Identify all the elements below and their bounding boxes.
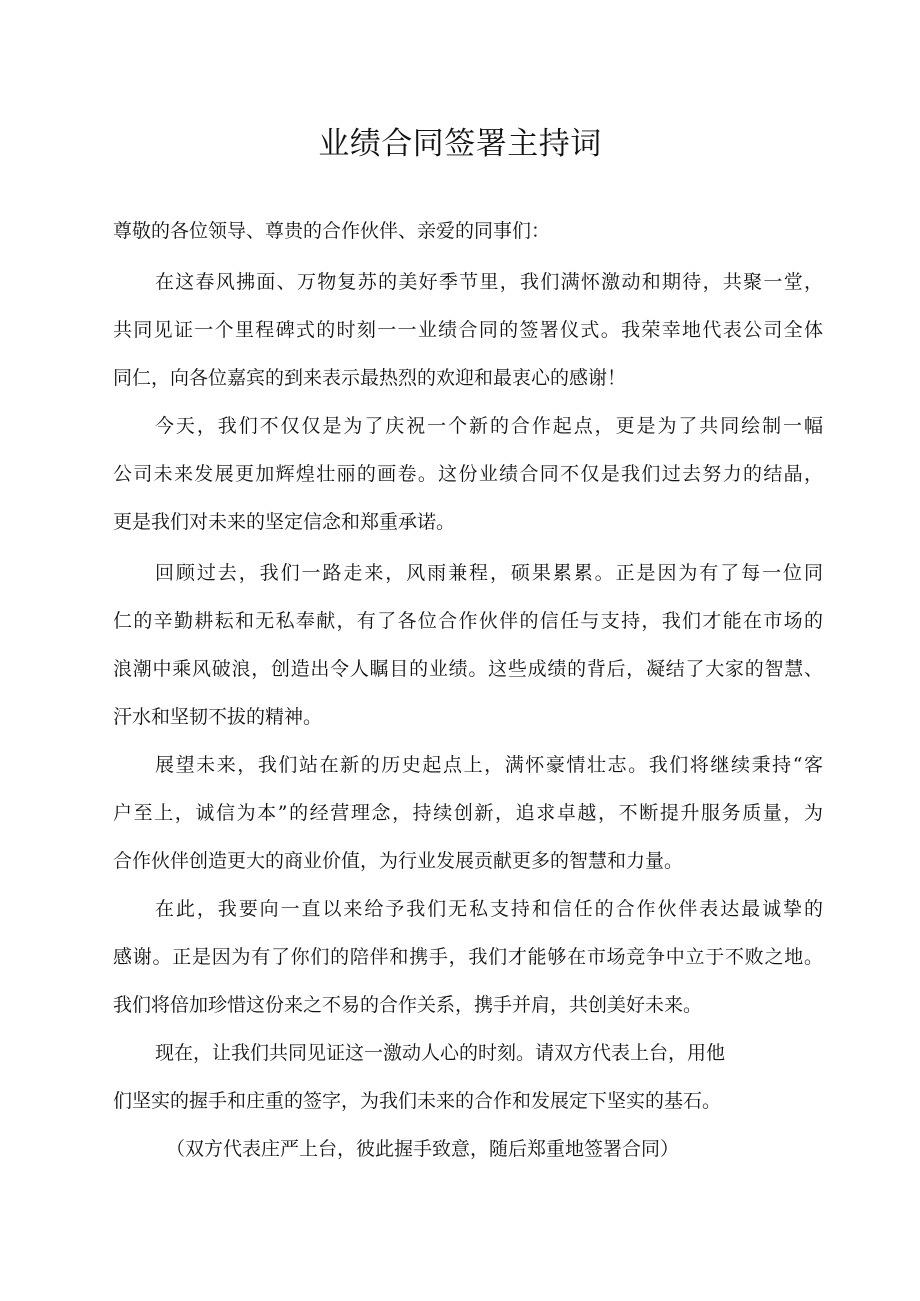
- salutation-line: 尊敬的各位领导、尊贵的合作伙伴、亲爱的同事们：: [113, 220, 551, 242]
- document-title: 业绩合同签署主持词: [318, 126, 602, 162]
- paragraph-1-line-2: 共同见证一个里程碑式的时刻一一业绩合同的签署仪式。我荣幸地代表公司全体: [113, 319, 823, 341]
- paragraph-4-line-3: 合作伙伴创造更大的商业价值，为行业发展贡献更多的智慧和力量。: [113, 850, 684, 872]
- paragraph-3-line-3: 浪潮中乘风破浪，创造出令人瞩目的业绩。这些成绩的背后，凝结了大家的智慧、: [113, 658, 823, 680]
- paragraph-4-line-1: 展望未来，我们站在新的历史起点上，满怀豪情壮志。我们将继续秉持“客: [155, 754, 823, 776]
- paragraph-2-line-1: 今天，我们不仅仅是为了庆祝一个新的合作起点，更是为了共同绘制一幅: [155, 415, 823, 437]
- paragraph-5-line-3: 我们将倍加珍惜这份来之不易的合作关系，携手并肩，共创美好未来。: [113, 994, 703, 1016]
- paragraph-3-line-1: 回顾过去，我们一路走来，风雨兼程，硕果累累。正是因为有了每一位同: [155, 562, 823, 584]
- paragraph-4-line-2: 户至上，诚信为本”的经营理念，持续创新，追求卓越，不断提升服务质量，为: [113, 802, 823, 824]
- paragraph-1-line-1: 在这春风拂面、万物复苏的美好季节里，我们满怀激动和期待，共聚一堂，: [155, 271, 823, 293]
- stage-direction: （双方代表庄严上台，彼此握手致意，随后郑重地签署合同）: [166, 1138, 680, 1160]
- paragraph-6-line-1: 现在，让我们共同见证这一激动人心的时刻。请双方代表上台，用他: [155, 1042, 726, 1064]
- paragraph-2-line-2: 公司未来发展更加辉煌壮丽的画卷。这份业绩合同不仅是我们过去努力的结晶，: [113, 463, 823, 485]
- paragraph-3-line-4: 汗水和坚韧不拔的精神。: [113, 706, 323, 728]
- paragraph-2-line-3: 更是我们对未来的坚定信念和郑重承诺。: [113, 511, 456, 533]
- paragraph-5-line-2: 感谢。正是因为有了你们的陪伴和携手，我们才能够在市场竞争中立于不败之地。: [113, 946, 823, 968]
- paragraph-5-line-1: 在此，我要向一直以来给予我们无私支持和信任的合作伙伴表达最诚挚的: [155, 898, 823, 920]
- paragraph-3-line-2: 仁的辛勤耕耘和无私奉献，有了各位合作伙伴的信任与支持，我们才能在市场的: [113, 610, 823, 632]
- paragraph-1-line-3: 同仁，向各位嘉宾的到来表示最热烈的欢迎和最衷心的感谢！: [113, 367, 627, 389]
- paragraph-6-line-2: 们坚实的握手和庄重的签字，为我们未来的合作和发展定下坚实的基石。: [113, 1090, 722, 1112]
